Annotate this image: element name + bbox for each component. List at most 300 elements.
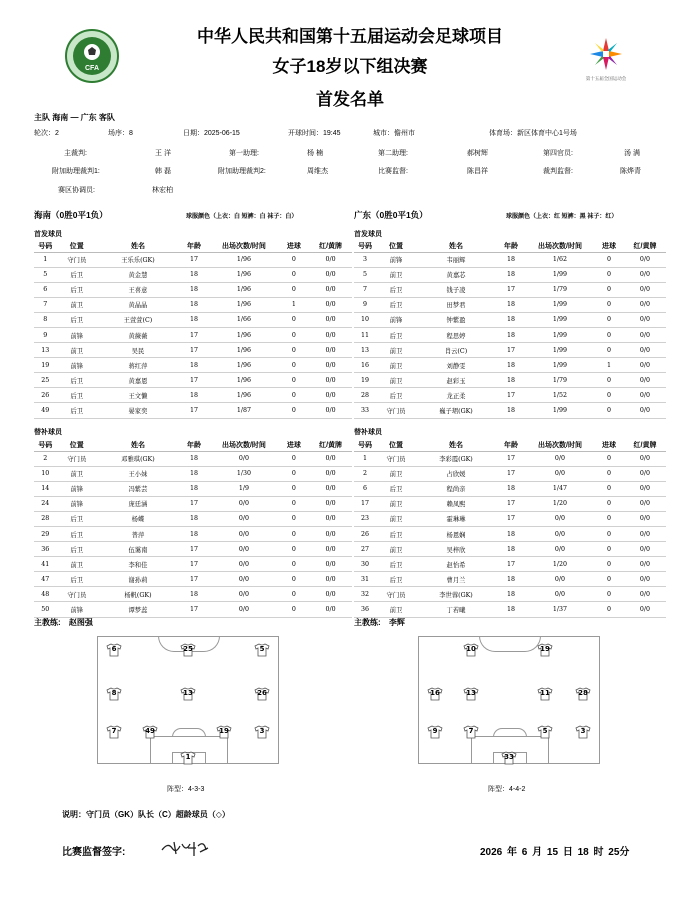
player-cards: 0/0: [309, 282, 352, 297]
player-goals: 0: [279, 572, 310, 587]
player-cards: 0/0: [624, 511, 666, 526]
player-name: 王萱萱(C): [97, 312, 179, 327]
shirt-number: 19: [540, 645, 550, 653]
player-name: 黄嘉恩: [97, 373, 179, 388]
player-goals: 0: [279, 602, 310, 617]
col-number: 号码: [354, 241, 376, 252]
official-role: 裁判监督:: [543, 168, 573, 175]
table-row: [34, 572, 352, 587]
player-cards: 0/0: [624, 252, 666, 267]
legend-note: 说明：守门员（GK）队长（C）超龄球员（◇）: [62, 810, 230, 819]
player-goals: 0: [594, 373, 624, 388]
home-subs-label: 替补球员: [34, 429, 62, 436]
player-name: 王喜意: [97, 282, 179, 297]
player-shirt: [463, 643, 479, 657]
player-age: 18: [179, 297, 210, 312]
player-cards: 0/0: [309, 297, 352, 312]
player-shirt: [537, 725, 553, 739]
player-shirt: [254, 687, 270, 701]
player-age: 17: [179, 557, 210, 572]
player-goals: 0: [594, 327, 624, 342]
player-number: 17: [354, 496, 376, 511]
player-name: 吴梓欣: [416, 542, 496, 557]
table-row: [34, 542, 352, 557]
table-row: [34, 267, 352, 282]
table-row: [354, 282, 666, 297]
away-formation: 阵型：4-4-2: [488, 786, 526, 793]
official-role: 附加助理裁判1:: [52, 168, 100, 175]
player-goals: 0: [594, 297, 624, 312]
shirt-number: 7: [468, 727, 474, 735]
player-number: 36: [354, 602, 376, 617]
col-name: 姓名: [97, 241, 179, 252]
table-row: [354, 343, 666, 358]
player-name: 杨帆(GK): [97, 587, 179, 602]
player-position: 后卫: [376, 481, 416, 496]
player-number: 7: [34, 297, 56, 312]
player-number: 5: [354, 267, 376, 282]
shirt-number: 3: [259, 727, 265, 735]
player-shirt: [180, 643, 196, 657]
player-cards: 0/0: [624, 451, 666, 466]
official-role: 比赛监督:: [378, 168, 408, 175]
player-name: 蒋红萍: [97, 358, 179, 373]
player-appearances: 1/96: [209, 373, 278, 388]
player-age: 18: [496, 297, 526, 312]
player-name: 程尚亲: [416, 481, 496, 496]
player-age: 17: [179, 602, 210, 617]
player-position: 后卫: [56, 388, 97, 403]
col-position: 位置: [56, 440, 97, 451]
table-row: [354, 511, 666, 526]
player-position: 前卫: [376, 511, 416, 526]
player-number: 1: [34, 252, 56, 267]
player-name: 王乐乐(GK): [97, 252, 179, 267]
player-cards: 0/0: [309, 373, 352, 388]
player-number: 24: [34, 496, 56, 511]
player-name: 钟紫盈: [416, 312, 496, 327]
player-goals: 0: [279, 526, 310, 541]
col-cards: 红/黄牌: [624, 241, 666, 252]
player-age: 17: [496, 451, 526, 466]
player-appearances: 1/87: [209, 403, 278, 418]
round: 轮次：2: [34, 130, 59, 137]
player-age: 18: [496, 252, 526, 267]
table-row: [354, 252, 666, 267]
player-position: 后卫: [56, 572, 97, 587]
table-row: [34, 557, 352, 572]
col-position: 位置: [376, 241, 416, 252]
player-age: 17: [179, 542, 210, 557]
player-name: 赖凤熙: [416, 496, 496, 511]
player-goals: 0: [594, 312, 624, 327]
shirt-number: 5: [542, 727, 548, 735]
player-appearances: 0/0: [526, 511, 594, 526]
player-age: 18: [496, 481, 526, 496]
player-position: 后卫: [56, 542, 97, 557]
player-cards: 0/0: [624, 297, 666, 312]
player-cards: 0/0: [309, 451, 352, 466]
player-name: 吴民: [97, 343, 179, 358]
player-number: 26: [34, 388, 56, 403]
player-appearances: 1/99: [526, 312, 594, 327]
player-number: 26: [354, 526, 376, 541]
player-goals: 0: [594, 252, 624, 267]
shirt-number: 6: [111, 645, 117, 653]
player-name: 肖云(C): [416, 343, 496, 358]
player-appearances: 0/0: [209, 572, 278, 587]
player-name: 田梦君: [416, 297, 496, 312]
player-name: 赵怡希: [416, 557, 496, 572]
shirt-number: 10: [466, 645, 476, 653]
col-number: 号码: [354, 440, 376, 451]
player-appearances: 1/62: [526, 252, 594, 267]
shirt-number: 28: [578, 689, 588, 697]
player-age: 18: [179, 388, 210, 403]
kickoff-time: 开球时间：19:45: [288, 130, 341, 137]
player-position: 前锋: [56, 358, 97, 373]
player-name: 杨蝶: [97, 511, 179, 526]
player-number: 6: [34, 282, 56, 297]
table-row: [354, 587, 666, 602]
player-name: 李世蓉(GK): [416, 587, 496, 602]
table-row: [34, 327, 352, 342]
table-row: [34, 511, 352, 526]
player-age: 18: [179, 481, 210, 496]
player-name: 杨恩娴: [416, 526, 496, 541]
player-cards: 0/0: [309, 343, 352, 358]
col-position: 位置: [376, 440, 416, 451]
table-row: [34, 358, 352, 373]
player-number: 6: [354, 481, 376, 496]
player-shirt: [106, 643, 122, 657]
shirt-number: 5: [259, 645, 265, 653]
col-name: 姓名: [416, 440, 496, 451]
player-cards: 0/0: [624, 282, 666, 297]
table-row: [354, 572, 666, 587]
player-shirt: [463, 687, 479, 701]
shirt-number: 25: [183, 645, 193, 653]
player-goals: 0: [594, 466, 624, 481]
player-position: 守门员: [376, 403, 416, 418]
col-appearances: 出场次数/时间: [209, 241, 278, 252]
cfa-logo: [64, 28, 120, 84]
games-logo: [578, 32, 634, 88]
player-number: 23: [354, 511, 376, 526]
player-appearances: 0/0: [209, 557, 278, 572]
shirt-number: 11: [540, 689, 550, 697]
player-age: 18: [496, 358, 526, 373]
player-number: 47: [34, 572, 56, 587]
player-name: 黄薇薇: [97, 327, 179, 342]
player-age: 17: [496, 282, 526, 297]
player-appearances: 0/0: [526, 466, 594, 481]
player-number: 19: [354, 373, 376, 388]
player-appearances: 0/0: [209, 602, 278, 617]
player-goals: 0: [279, 388, 310, 403]
col-age: 年龄: [179, 241, 210, 252]
player-name: 黄晶晶: [97, 297, 179, 312]
player-position: 前锋: [56, 327, 97, 342]
player-name: 晏家奕: [97, 403, 179, 418]
player-goals: 0: [279, 511, 310, 526]
home-starters-table: [34, 241, 352, 419]
sign-datetime: 2026 年 6 月 15 日 18 时 25分: [480, 847, 630, 858]
player-goals: 0: [279, 496, 310, 511]
player-age: 18: [496, 312, 526, 327]
player-goals: 0: [594, 602, 624, 617]
player-name: 谢孙莉: [97, 572, 179, 587]
shirt-number: 3: [580, 727, 586, 735]
player-name: 伍霭南: [97, 542, 179, 557]
col-goals: 进球: [279, 241, 310, 252]
table-row: [354, 496, 666, 511]
player-name: 赵彩玉: [416, 373, 496, 388]
away-kit-colors: 球服颜色（上衣：红 短裤：黑 袜子：红）: [506, 214, 618, 220]
player-name: 庞廷涵: [97, 496, 179, 511]
player-appearances: 0/0: [209, 451, 278, 466]
supervisor-signature: [160, 838, 210, 858]
shirt-number: 7: [111, 727, 117, 735]
player-cards: 0/0: [309, 267, 352, 282]
home-team-record: 海南（0胜0平1负）: [34, 210, 108, 220]
player-position: 后卫: [376, 327, 416, 342]
shirt-number: 33: [504, 753, 514, 761]
official-name: 周维杰: [307, 168, 328, 175]
player-shirt: [427, 725, 443, 739]
player-number: 10: [34, 466, 56, 481]
player-shirt: [537, 643, 553, 657]
teams-line: 主队 海南 — 广东 客队: [34, 113, 115, 122]
player-cards: 0/0: [309, 572, 352, 587]
shirt-number: 49: [145, 727, 155, 735]
player-goals: 1: [279, 297, 310, 312]
player-position: 后卫: [56, 373, 97, 388]
table-row: [34, 481, 352, 496]
player-name: 谭梦蕊: [97, 602, 179, 617]
player-shirt: [575, 725, 591, 739]
player-goals: 1: [594, 358, 624, 373]
player-appearances: 0/0: [526, 451, 594, 466]
player-name: 普萍: [97, 526, 179, 541]
official-name: 陈烨青: [620, 168, 641, 175]
cfa-logo-text: CFA: [85, 65, 99, 72]
match-date: 日期：2025-06-15: [183, 130, 240, 137]
player-goals: 0: [279, 542, 310, 557]
table-row: [34, 403, 352, 418]
official-name: 王 洋: [155, 150, 171, 157]
player-goals: 0: [594, 511, 624, 526]
player-number: 49: [34, 403, 56, 418]
match-number: 场序：8: [108, 130, 133, 137]
player-age: 18: [496, 542, 526, 557]
player-age: 18: [496, 327, 526, 342]
player-cards: 0/0: [309, 252, 352, 267]
player-appearances: 1/96: [209, 267, 278, 282]
table-row: [354, 526, 666, 541]
player-shirt: [501, 751, 517, 765]
player-age: 18: [496, 403, 526, 418]
official-name: 林宏柏: [152, 187, 173, 194]
player-number: 9: [34, 327, 56, 342]
player-cards: 0/0: [309, 526, 352, 541]
player-appearances: 1/99: [526, 343, 594, 358]
player-goals: 0: [279, 451, 310, 466]
col-cards: 红/黄牌: [624, 440, 666, 451]
player-cards: 0/0: [624, 358, 666, 373]
player-age: 17: [496, 496, 526, 511]
player-goals: 0: [279, 343, 310, 358]
player-position: 前锋: [56, 602, 97, 617]
player-age: 17: [179, 572, 210, 587]
player-name: 占欣媛: [416, 466, 496, 481]
player-number: 14: [34, 481, 56, 496]
player-appearances: 0/0: [209, 542, 278, 557]
table-row: [34, 312, 352, 327]
player-number: 32: [354, 587, 376, 602]
col-position: 位置: [56, 241, 97, 252]
player-cards: 0/0: [309, 511, 352, 526]
player-cards: 0/0: [624, 557, 666, 572]
table-row: [354, 481, 666, 496]
city: 城市：儋州市: [373, 130, 415, 137]
player-appearances: 1/96: [209, 282, 278, 297]
player-number: 9: [354, 297, 376, 312]
table-row: [354, 466, 666, 481]
player-cards: 0/0: [624, 327, 666, 342]
player-cards: 0/0: [624, 481, 666, 496]
supervisor-sign-label: 比赛监督签字:: [62, 847, 126, 858]
player-position: 守门员: [376, 451, 416, 466]
player-cards: 0/0: [309, 403, 352, 418]
player-cards: 0/0: [309, 358, 352, 373]
player-age: 18: [179, 312, 210, 327]
player-cards: 0/0: [309, 542, 352, 557]
player-goals: 0: [279, 358, 310, 373]
player-position: 后卫: [56, 282, 97, 297]
home-coach-label: 主教练:: [34, 618, 61, 627]
player-goals: 0: [594, 282, 624, 297]
table-row: [354, 358, 666, 373]
player-appearances: 1/20: [526, 496, 594, 511]
player-goals: 0: [279, 327, 310, 342]
player-position: 后卫: [56, 526, 97, 541]
player-appearances: 1/99: [526, 403, 594, 418]
player-goals: 0: [594, 542, 624, 557]
player-position: 前锋: [376, 312, 416, 327]
player-goals: 0: [279, 267, 310, 282]
player-name: 曹月兰: [416, 572, 496, 587]
player-goals: 0: [279, 466, 310, 481]
shirt-number: 9: [432, 727, 438, 735]
col-number: 号码: [34, 241, 56, 252]
player-cards: 0/0: [624, 343, 666, 358]
player-appearances: 1/96: [209, 297, 278, 312]
player-position: 前卫: [376, 466, 416, 481]
player-appearances: 1/99: [526, 327, 594, 342]
player-cards: 0/0: [309, 587, 352, 602]
away-starters-label: 首发球员: [354, 231, 382, 238]
player-appearances: 1/96: [209, 327, 278, 342]
col-number: 号码: [34, 440, 56, 451]
player-number: 13: [354, 343, 376, 358]
player-cards: 0/0: [624, 602, 666, 617]
table-row: [354, 602, 666, 617]
player-shirt: [142, 725, 158, 739]
home-subs-table: [34, 440, 352, 618]
player-number: 36: [34, 542, 56, 557]
player-shirt: [537, 687, 553, 701]
player-goals: 0: [279, 282, 310, 297]
col-appearances: 出场次数/时间: [209, 440, 278, 451]
official-role: 主裁判:: [64, 150, 87, 157]
table-row: [354, 542, 666, 557]
player-age: 17: [179, 373, 210, 388]
player-cards: 0/0: [624, 572, 666, 587]
shirt-number: 19: [219, 727, 229, 735]
player-appearances: 1/99: [526, 358, 594, 373]
player-age: 18: [179, 358, 210, 373]
away-subs-label: 替补球员: [354, 429, 382, 436]
player-appearances: 0/0: [526, 587, 594, 602]
player-name: 程思婷: [416, 327, 496, 342]
player-number: 29: [34, 526, 56, 541]
player-goals: 0: [594, 496, 624, 511]
player-appearances: 1/96: [209, 252, 278, 267]
title-line-3: 首发名单: [316, 90, 384, 109]
player-age: 18: [179, 526, 210, 541]
col-age: 年龄: [179, 440, 210, 451]
col-goals: 进球: [594, 440, 624, 451]
player-name: 霍琳琳: [416, 511, 496, 526]
table-row: [354, 373, 666, 388]
player-number: 25: [34, 373, 56, 388]
player-goals: 0: [279, 587, 310, 602]
player-name: 龙正柔: [416, 388, 496, 403]
col-appearances: 出场次数/时间: [526, 241, 594, 252]
player-name: 巍子珺(GK): [416, 403, 496, 418]
player-appearances: 1/99: [526, 297, 594, 312]
player-number: 16: [354, 358, 376, 373]
official-name: 汤 满: [624, 150, 640, 157]
player-name: 冯紫芸: [97, 481, 179, 496]
player-age: 18: [179, 451, 210, 466]
player-number: 13: [34, 343, 56, 358]
player-position: 守门员: [56, 252, 97, 267]
away-subs-table: [354, 440, 666, 618]
player-cards: 0/0: [309, 327, 352, 342]
official-role: 赛区协调员:: [58, 187, 95, 194]
player-name: 钱子凌: [416, 282, 496, 297]
player-position: 后卫: [56, 312, 97, 327]
player-number: 50: [34, 602, 56, 617]
table-row: [34, 343, 352, 358]
table-row: [354, 327, 666, 342]
player-age: 17: [179, 496, 210, 511]
home-coach-name: 赵图强: [68, 618, 93, 627]
table-row: [34, 451, 352, 466]
player-appearances: 0/0: [209, 526, 278, 541]
player-shirt: [106, 687, 122, 701]
player-shirt: [463, 725, 479, 739]
player-age: 18: [496, 587, 526, 602]
col-appearances: 出场次数/时间: [526, 440, 594, 451]
player-cards: 0/0: [309, 557, 352, 572]
player-age: 18: [496, 526, 526, 541]
table-row: [34, 526, 352, 541]
player-goals: 0: [279, 403, 310, 418]
player-appearances: 1/30: [209, 466, 278, 481]
